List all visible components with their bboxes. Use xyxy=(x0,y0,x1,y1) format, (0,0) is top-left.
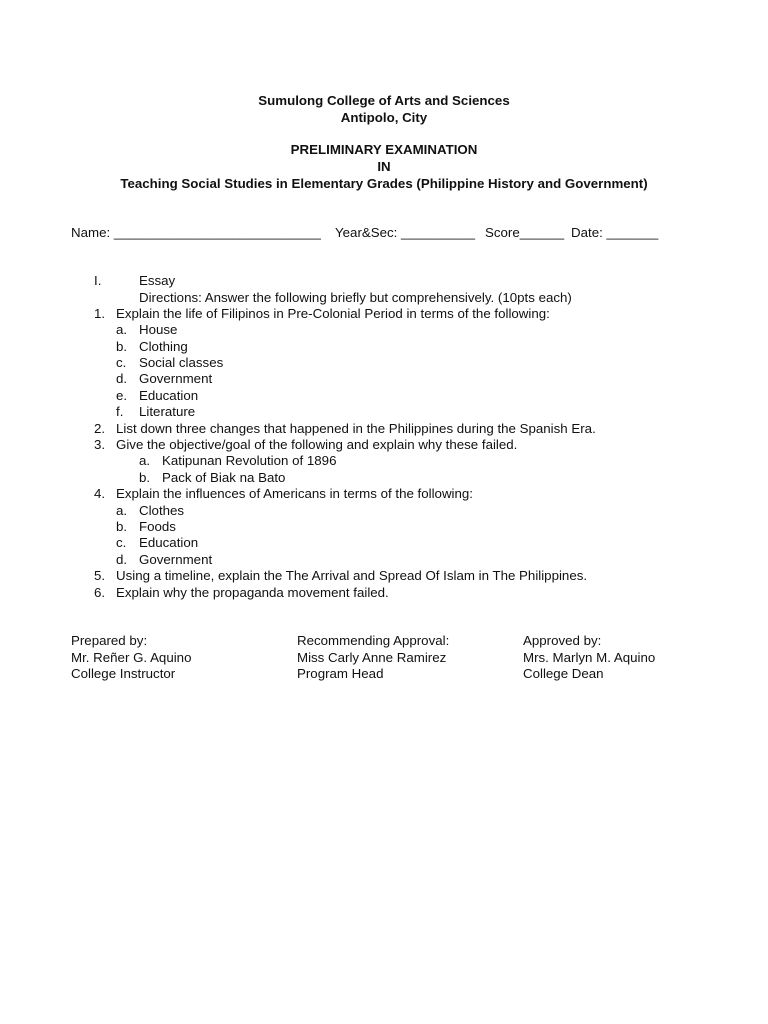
score-field: Score______ xyxy=(485,225,565,240)
sub-item-letter: b. xyxy=(139,470,151,485)
question-text: Give the objective/goal of the following and explain why these failed. xyxy=(116,437,518,452)
question-number: 2. xyxy=(94,421,106,436)
sub-item-text: Clothing xyxy=(139,339,188,354)
name-field: Name: ____________________________ xyxy=(71,225,321,240)
sub-item-text: House xyxy=(139,322,178,337)
section-title: Essay xyxy=(139,273,176,288)
question-number: 5. xyxy=(94,568,106,583)
prepared-by-name: Mr. Reñer G. Aquino xyxy=(71,650,192,665)
sub-item-letter: a. xyxy=(116,322,128,337)
question-text: List down three changes that happened in the Philippines during the Spanish Era. xyxy=(116,421,596,436)
exam-subject: Teaching Social Studies in Elementary Grades (Philippine History and Government) xyxy=(120,176,648,191)
year-sec-field: Year&Sec: __________ xyxy=(335,225,475,240)
sub-item-text: Katipunan Revolution of 1896 xyxy=(162,453,337,468)
sub-item-text: Social classes xyxy=(139,355,224,370)
recommending-role: Program Head xyxy=(297,666,384,681)
approved-by-name: Mrs. Marlyn M. Aquino xyxy=(523,650,656,665)
approved-by-role: College Dean xyxy=(523,666,604,681)
sub-item-text: Government xyxy=(139,552,213,567)
question-number: 3. xyxy=(94,437,106,452)
date-field: Date: _______ xyxy=(571,225,659,240)
sub-item-text: Government xyxy=(139,371,213,386)
sub-item-letter: b. xyxy=(116,339,128,354)
sub-item-text: Pack of Biak na Bato xyxy=(162,470,286,485)
school-city: Antipolo, City xyxy=(340,110,428,125)
sub-item-text: Education xyxy=(139,535,199,550)
question-number: 4. xyxy=(94,486,106,501)
question-text: Using a timeline, explain the The Arrival and Spread Of Islam in The Philippines. xyxy=(116,568,588,583)
sub-item-letter: e. xyxy=(116,388,128,403)
school-name: Sumulong College of Arts and Sciences xyxy=(258,93,510,108)
in-word: IN xyxy=(377,159,391,174)
recommending-label: Recommending Approval: xyxy=(297,633,450,648)
sub-item-text: Education xyxy=(139,388,199,403)
section-directions: Directions: Answer the following briefly but comprehensively. (10pts each) xyxy=(139,290,572,305)
question-text: Explain why the propaganda movement failed. xyxy=(116,585,389,600)
recommending-name: Miss Carly Anne Ramirez xyxy=(297,650,447,665)
prepared-by-label: Prepared by: xyxy=(71,633,148,648)
exam-type: PRELIMINARY EXAMINATION xyxy=(290,142,478,157)
section-numeral: I. xyxy=(94,273,102,288)
approved-by-label: Approved by: xyxy=(523,633,602,648)
question-text: Explain the influences of Americans in terms of the following: xyxy=(116,486,473,501)
sub-item-letter: f. xyxy=(116,404,124,419)
sub-item-text: Literature xyxy=(139,404,196,419)
question-text: Explain the life of Filipinos in Pre-Colonial Period in terms of the following: xyxy=(116,306,550,321)
sub-item-letter: d. xyxy=(116,371,128,386)
sub-item-text: Foods xyxy=(139,519,176,534)
sub-item-letter: a. xyxy=(139,453,151,468)
question-number: 6. xyxy=(94,585,106,600)
sub-item-letter: b. xyxy=(116,519,128,534)
sub-item-text: Clothes xyxy=(139,503,185,518)
prepared-by-role: College Instructor xyxy=(71,666,176,681)
sub-item-letter: a. xyxy=(116,503,128,518)
question-number: 1. xyxy=(94,306,106,321)
sub-item-letter: d. xyxy=(116,552,128,567)
sub-item-letter: c. xyxy=(116,535,127,550)
sub-item-letter: c. xyxy=(116,355,127,370)
